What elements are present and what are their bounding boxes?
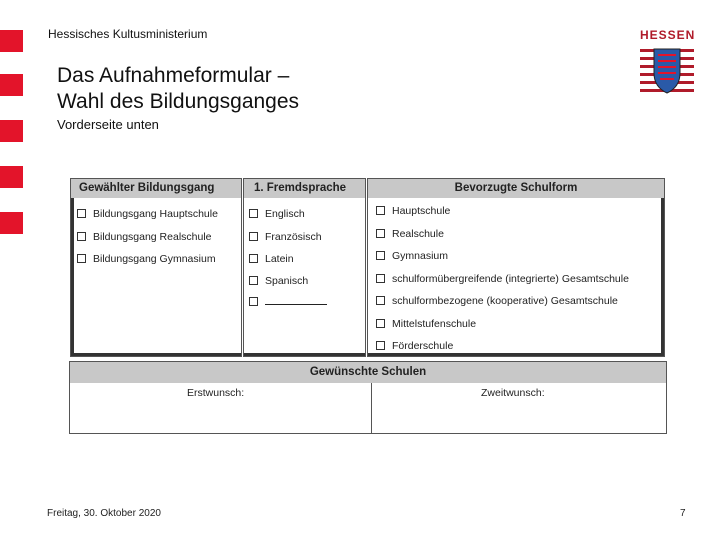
option-gymnasium[interactable]: Bildungsgang Gymnasium — [77, 253, 216, 265]
schulform-panel — [367, 178, 665, 357]
logo-wordmark: HESSEN — [640, 28, 696, 42]
option-sf-hauptschule[interactable]: Hauptschule — [376, 205, 450, 217]
title-line-2: Wahl des Bildungsganges — [57, 90, 300, 113]
checkbox[interactable] — [249, 232, 258, 241]
checkbox[interactable] — [376, 274, 385, 283]
checkbox[interactable] — [376, 319, 385, 328]
checkbox[interactable] — [77, 209, 86, 218]
second-wish-label: Zweitwunsch: — [481, 387, 545, 399]
checkbox[interactable] — [376, 229, 385, 238]
accent-bar — [0, 166, 23, 188]
page-subtitle: Vorderseite unten — [57, 117, 159, 132]
accent-bar — [0, 74, 23, 96]
ministry-name: Hessisches Kultusministerium — [48, 27, 208, 41]
option-sf-foerderschule[interactable]: Förderschule — [376, 340, 453, 352]
option-hauptschule[interactable]: Bildungsgang Hauptschule — [77, 208, 218, 220]
checkbox[interactable] — [376, 251, 385, 260]
fremdsprache-heading: 1. Fremdsprache — [244, 179, 365, 198]
option-sf-integrierte-gesamtschule[interactable]: schulformübergreifende (integrierte) Gesamtschule — [376, 273, 629, 285]
checkbox[interactable] — [77, 232, 86, 241]
option-spanisch[interactable]: Spanisch — [249, 275, 308, 287]
checkbox[interactable] — [249, 276, 258, 285]
first-wish-label: Erstwunsch: — [187, 387, 245, 399]
checkbox[interactable] — [249, 297, 258, 306]
checkbox[interactable] — [77, 254, 86, 263]
option-franzoesisch[interactable]: Französisch — [249, 231, 322, 243]
option-sf-mittelstufenschule[interactable]: Mittelstufenschule — [376, 318, 476, 330]
option-other-language[interactable] — [249, 296, 327, 308]
checkbox[interactable] — [376, 296, 385, 305]
checkbox[interactable] — [376, 206, 385, 215]
title-line-1: Das Aufnahmeformular – — [57, 64, 290, 87]
schulen-panel — [69, 361, 667, 434]
accent-bar — [0, 30, 23, 52]
option-sf-realschule[interactable]: Realschule — [376, 228, 444, 240]
bildungsgang-panel — [70, 178, 242, 357]
coat-of-arms-icon — [640, 43, 694, 97]
page-title — [57, 63, 299, 115]
checkbox[interactable] — [376, 341, 385, 350]
accent-bar — [0, 120, 23, 142]
schulen-heading: Gewünschte Schulen — [70, 362, 666, 383]
page-number: 7 — [680, 508, 686, 519]
blank-line[interactable] — [265, 296, 327, 305]
option-latein[interactable]: Latein — [249, 253, 294, 265]
option-englisch[interactable]: Englisch — [249, 208, 305, 220]
bildungsgang-heading: Gewählter Bildungsgang — [71, 179, 241, 198]
footer-date: Freitag, 30. Oktober 2020 — [47, 508, 161, 519]
hessen-logo — [640, 28, 694, 96]
schulform-heading: Bevorzugte Schulform — [368, 179, 664, 198]
option-realschule[interactable]: Bildungsgang Realschule — [77, 231, 212, 243]
option-sf-gymnasium[interactable]: Gymnasium — [376, 250, 448, 262]
option-sf-kooperative-gesamtschule[interactable]: schulformbezogene (kooperative) Gesamtschule — [376, 295, 618, 307]
checkbox[interactable] — [249, 209, 258, 218]
fremdsprache-panel — [243, 178, 366, 357]
accent-bar — [0, 212, 23, 234]
divider — [371, 383, 372, 433]
checkbox[interactable] — [249, 254, 258, 263]
